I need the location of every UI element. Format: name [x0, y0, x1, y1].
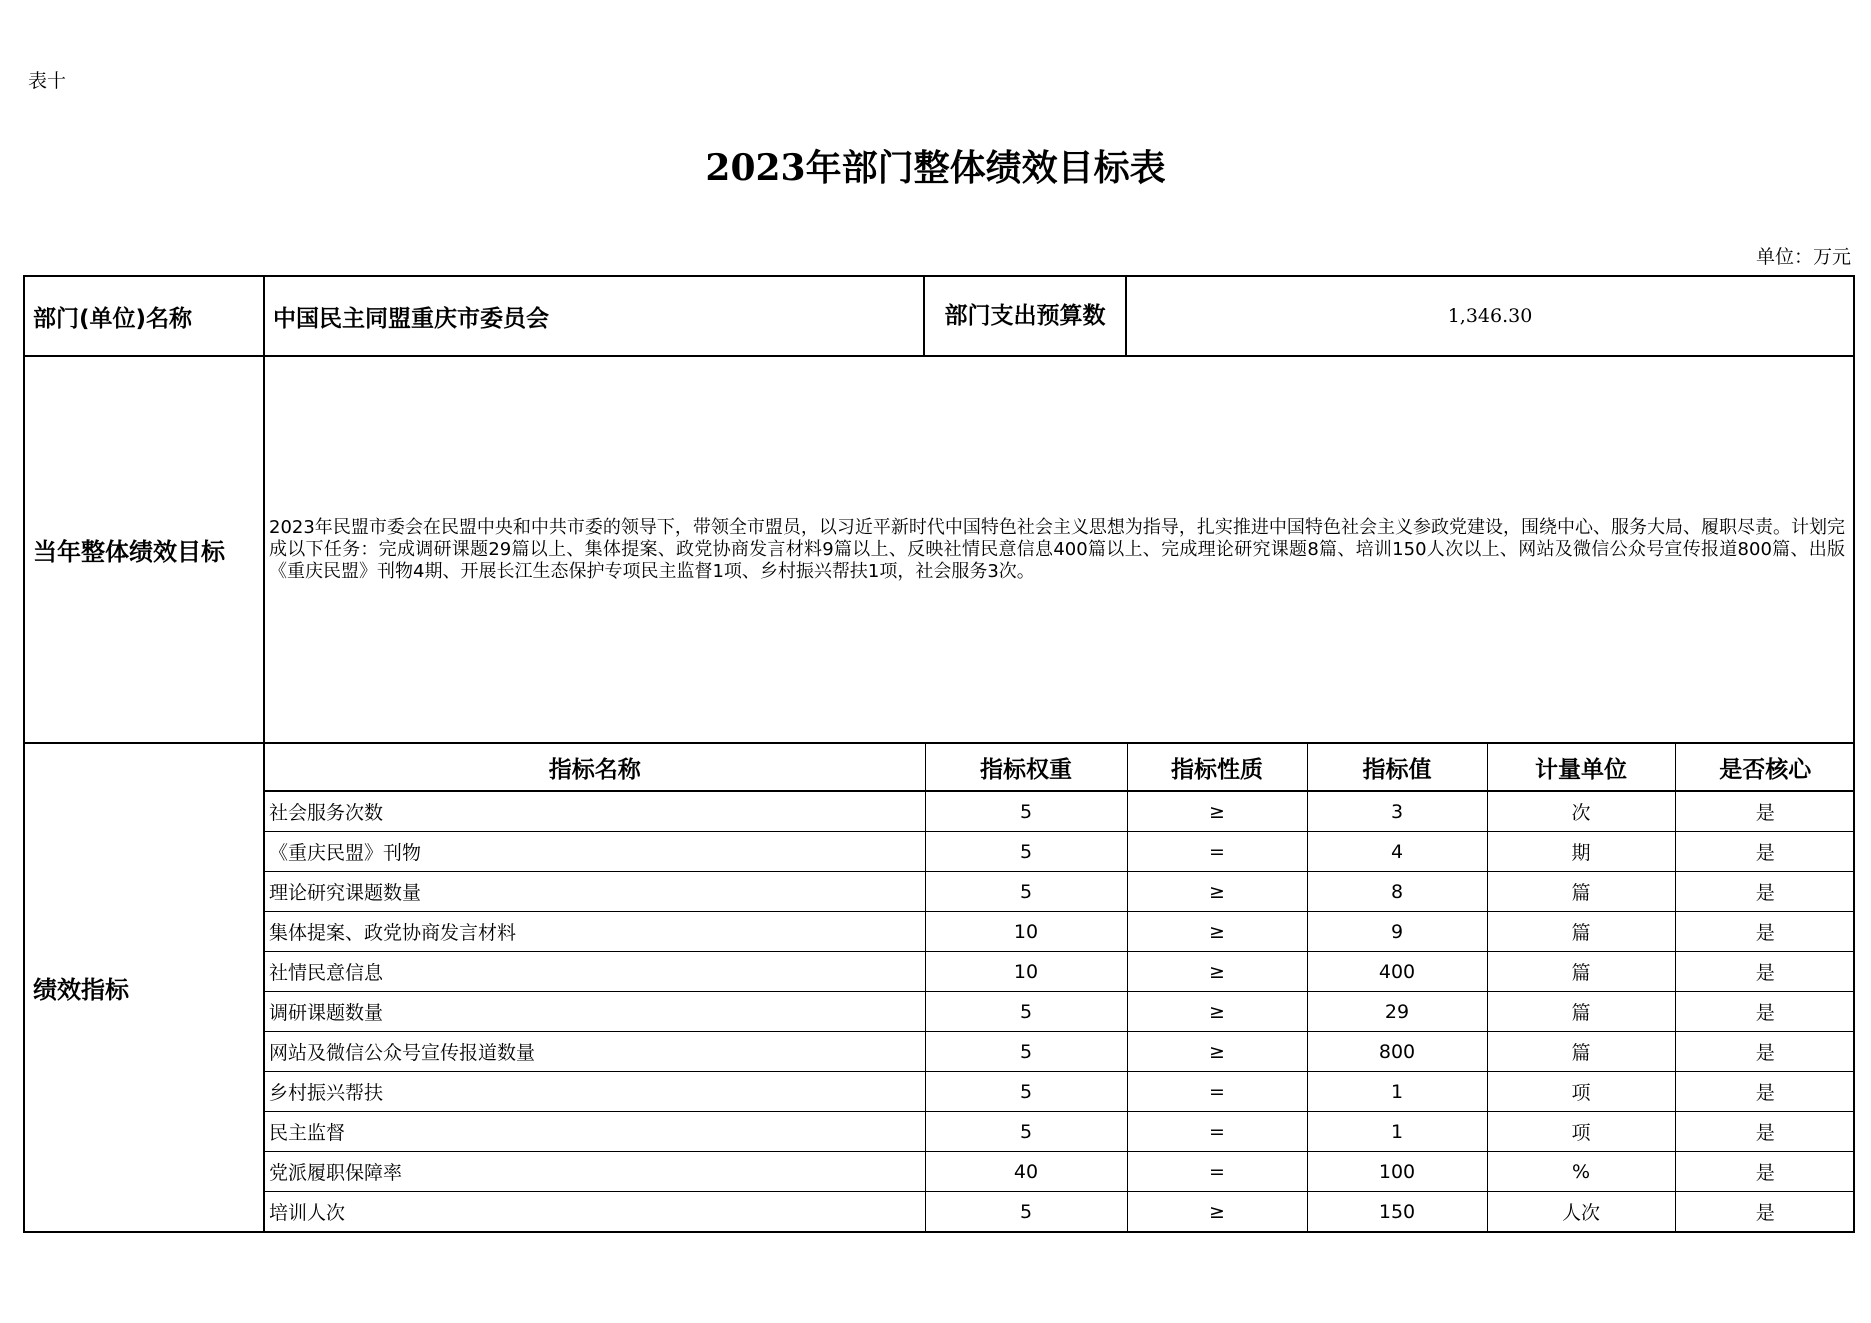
indicator-weight: 5	[925, 872, 1127, 912]
unit-label: 单位：万元	[1755, 246, 1851, 268]
indicator-name: 调研课题数量	[265, 992, 925, 1032]
header-indicator-weight: 指标权重	[925, 744, 1127, 791]
indicator-value: 8	[1307, 872, 1487, 912]
indicator-unit: 篇	[1487, 1032, 1675, 1072]
table-number: 表十	[28, 70, 67, 92]
indicator-value: 1	[1307, 1072, 1487, 1112]
indicator-weight: 5	[925, 1192, 1127, 1232]
indicator-unit: 项	[1487, 1112, 1675, 1152]
indicator-weight: 5	[925, 1112, 1127, 1152]
indicator-name: 社情民意信息	[265, 952, 925, 992]
indicator-name: 社会服务次数	[265, 791, 925, 832]
indicator-row	[265, 1112, 1855, 1152]
goal-label: 当年整体绩效目标	[24, 356, 264, 743]
indicator-nature: ≥	[1127, 791, 1307, 832]
indicator-unit: 次	[1487, 791, 1675, 832]
indicator-unit: 篇	[1487, 912, 1675, 952]
indicator-weight: 40	[925, 1152, 1127, 1192]
indicator-name: 集体提案、政党协商发言材料	[265, 912, 925, 952]
header-indicator-name: 指标名称	[265, 744, 925, 791]
header-indicator-value: 指标值	[1307, 744, 1487, 791]
indicator-core: 是	[1675, 1072, 1855, 1112]
dept-name: 中国民主同盟重庆市委员会	[264, 276, 924, 356]
indicator-row	[265, 872, 1855, 912]
indicator-unit: 人次	[1487, 1192, 1675, 1232]
indicator-core: 是	[1675, 872, 1855, 912]
indicator-value: 9	[1307, 912, 1487, 952]
budget-value: 1,346.30	[1126, 276, 1854, 356]
indicator-row	[265, 791, 1855, 832]
indicators-section	[264, 743, 1854, 1232]
indicator-value: 4	[1307, 832, 1487, 872]
indicator-weight: 5	[925, 832, 1127, 872]
indicator-nature: ≥	[1127, 952, 1307, 992]
indicator-value: 150	[1307, 1192, 1487, 1232]
indicator-value: 29	[1307, 992, 1487, 1032]
indicator-weight: 5	[925, 1032, 1127, 1072]
indicator-core: 是	[1675, 992, 1855, 1032]
indicator-core: 是	[1675, 791, 1855, 832]
indicator-name: 乡村振兴帮扶	[265, 1072, 925, 1112]
header-indicator-unit: 计量单位	[1487, 744, 1675, 791]
indicator-core: 是	[1675, 1192, 1855, 1232]
indicator-row	[265, 1072, 1855, 1112]
indicator-core: 是	[1675, 1152, 1855, 1192]
indicator-name: 网站及微信公众号宣传报道数量	[265, 1032, 925, 1072]
header-indicator-nature: 指标性质	[1127, 744, 1307, 791]
performance-table	[23, 275, 1855, 1233]
indicator-value: 100	[1307, 1152, 1487, 1192]
indicator-value: 800	[1307, 1032, 1487, 1072]
indicator-name: 《重庆民盟》刊物	[265, 832, 925, 872]
indicator-row	[265, 1192, 1855, 1232]
indicator-header-row	[265, 744, 1855, 791]
indicators-label: 绩效指标	[24, 743, 264, 1232]
indicator-name: 民主监督	[265, 1112, 925, 1152]
indicator-core: 是	[1675, 952, 1855, 992]
indicator-unit: 篇	[1487, 952, 1675, 992]
indicator-nature: =	[1127, 1112, 1307, 1152]
header-indicator-core: 是否核心	[1675, 744, 1855, 791]
indicator-nature: =	[1127, 832, 1307, 872]
indicator-name: 理论研究课题数量	[265, 872, 925, 912]
dept-label: 部门(单位)名称	[24, 276, 264, 356]
indicator-nature: =	[1127, 1152, 1307, 1192]
indicator-weight: 5	[925, 791, 1127, 832]
indicator-weight: 5	[925, 1072, 1127, 1112]
indicator-value: 400	[1307, 952, 1487, 992]
indicator-core: 是	[1675, 912, 1855, 952]
indicator-nature: ≥	[1127, 1032, 1307, 1072]
indicator-row	[265, 1152, 1855, 1192]
indicator-row	[265, 912, 1855, 952]
indicator-weight: 10	[925, 952, 1127, 992]
indicator-nature: ≥	[1127, 992, 1307, 1032]
indicator-row	[265, 832, 1855, 872]
indicator-core: 是	[1675, 832, 1855, 872]
indicator-value: 1	[1307, 1112, 1487, 1152]
indicator-nature: ≥	[1127, 872, 1307, 912]
indicator-row	[265, 992, 1855, 1032]
indicator-nature: ≥	[1127, 1192, 1307, 1232]
indicator-name: 党派履职保障率	[265, 1152, 925, 1192]
goal-text: 2023年民盟市委会在民盟中央和中共市委的领导下，带领全市盟员，以习近平新时代中国特色社会主义思想为指导，扎实推进中国特色社会主义参政党建设，围绕中心、服务大局、履职尽责。计划完成以下任务：完成调研课题29篇以上、集体提案、政党协商发言材料9篇以上、反映社情民意信息400篇以上、完成理论研究课题8篇、培训150人次以上、网站及微信公众号宣传报道800篇、出版《重庆民盟》刊物4期、开展长江生态保护专项民主监督1项、乡村振兴帮扶1项，社会服务3次。	[264, 356, 1854, 743]
indicator-core: 是	[1675, 1032, 1855, 1072]
indicator-nature: ≥	[1127, 912, 1307, 952]
indicator-weight: 5	[925, 992, 1127, 1032]
indicator-weight: 10	[925, 912, 1127, 952]
indicator-unit: 期	[1487, 832, 1675, 872]
indicator-nature: =	[1127, 1072, 1307, 1112]
indicators-table	[265, 744, 1855, 1231]
budget-label: 部门支出预算数	[924, 276, 1126, 356]
indicator-unit: 篇	[1487, 992, 1675, 1032]
page-title: 2023年部门整体绩效目标表	[705, 147, 1166, 189]
indicator-row	[265, 1032, 1855, 1072]
indicator-value: 3	[1307, 791, 1487, 832]
indicator-unit: 篇	[1487, 872, 1675, 912]
indicator-unit: %	[1487, 1152, 1675, 1192]
indicator-row	[265, 952, 1855, 992]
indicator-core: 是	[1675, 1112, 1855, 1152]
indicator-name: 培训人次	[265, 1192, 925, 1232]
indicator-unit: 项	[1487, 1072, 1675, 1112]
